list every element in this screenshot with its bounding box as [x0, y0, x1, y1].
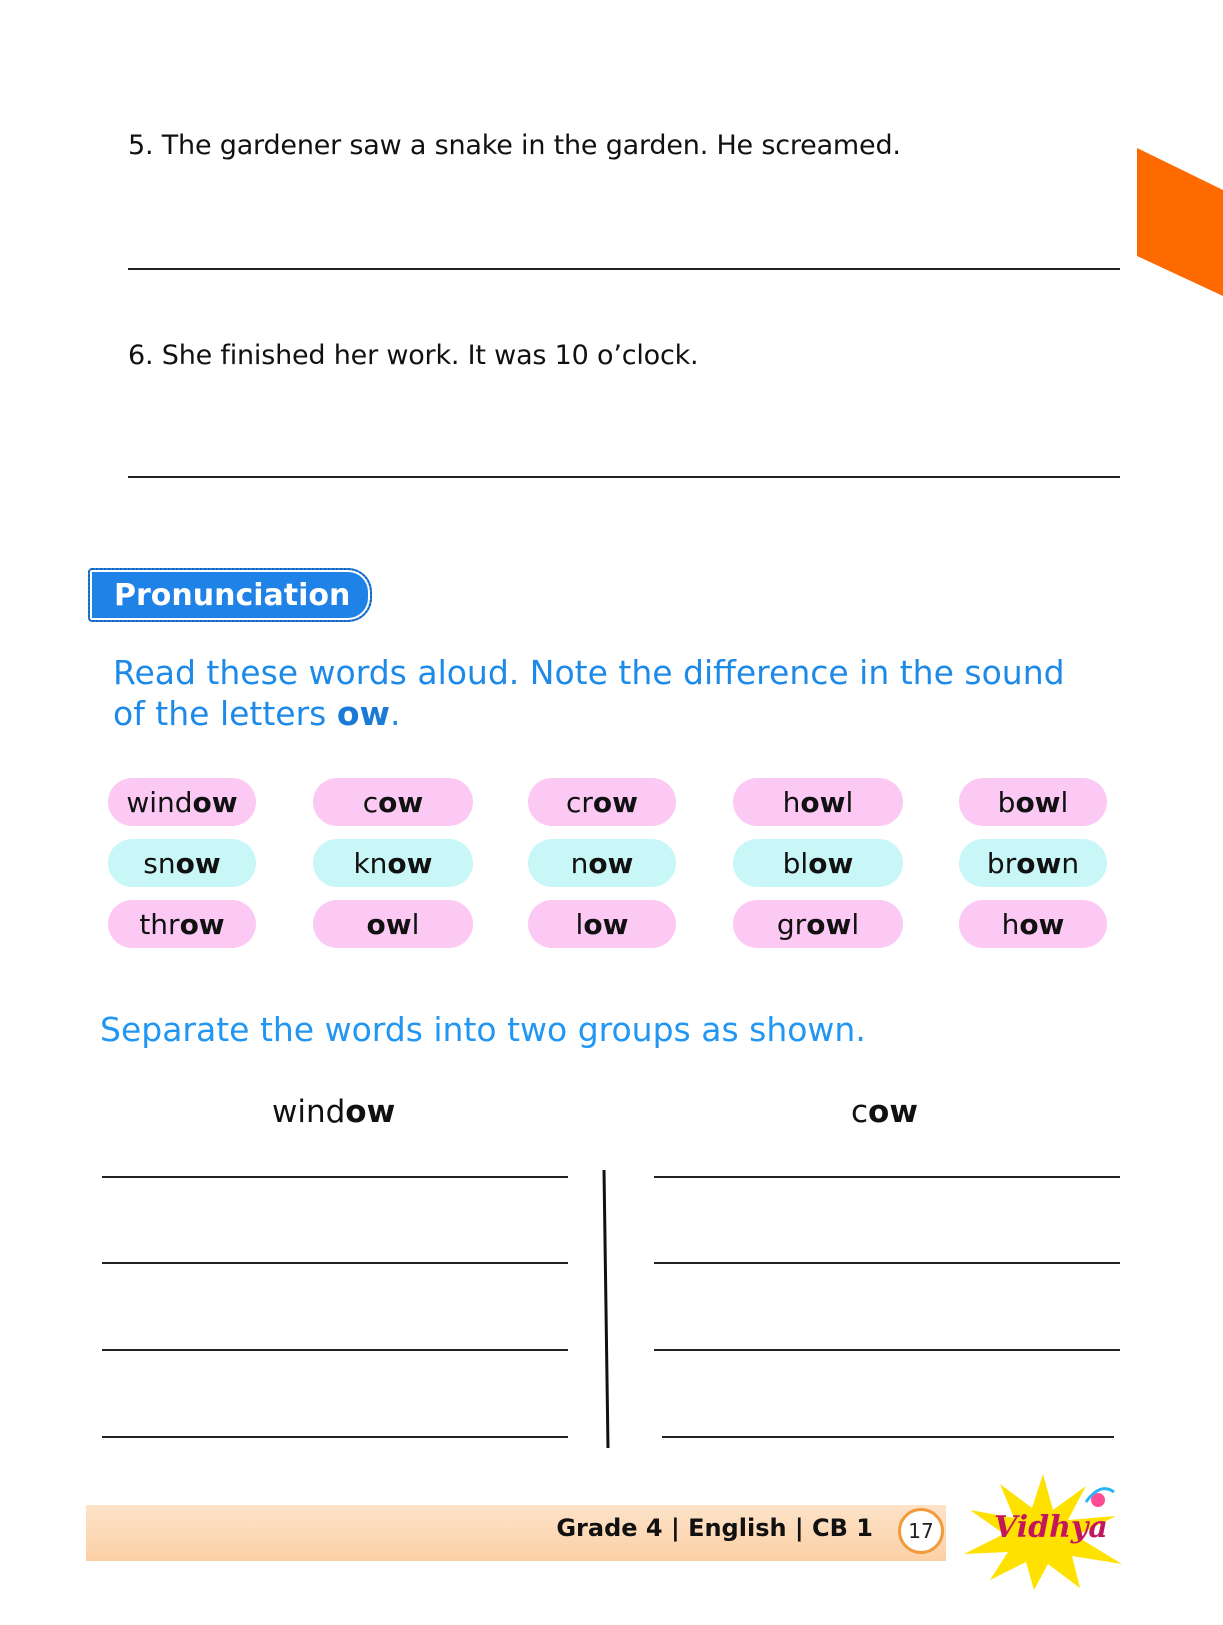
word-stem: cr [565, 785, 593, 819]
group-line-left-3[interactable] [102, 1349, 568, 1351]
word-pill [959, 900, 1107, 948]
word-stem: h [1001, 907, 1020, 941]
word-pill [313, 839, 473, 887]
word-tail: l [851, 907, 860, 941]
word-tail: n [1061, 846, 1080, 880]
word-stem: bl [782, 846, 809, 880]
word-ow: ow [808, 846, 854, 880]
footer-book-info: Grade 4 | English | CB 1 [556, 1514, 873, 1542]
word-ow: ow [583, 907, 629, 941]
question-6 [128, 340, 698, 371]
heading-ow: ow [345, 1094, 396, 1130]
answer-line-5[interactable] [128, 268, 1120, 270]
word-ow: ow [366, 907, 412, 941]
word-pill [959, 839, 1107, 887]
group-heading-window [272, 1094, 395, 1130]
question-text: She finished her work. It was 10 o’clock. [161, 340, 699, 371]
question-number: 6. [128, 340, 154, 371]
instruction-highlight: ow [336, 694, 391, 733]
question-number: 5. [128, 130, 154, 161]
word-pill [313, 778, 473, 826]
word-ow: ow [1015, 785, 1061, 819]
word-pill [733, 778, 903, 826]
word-stem: sn [143, 846, 176, 880]
column-divider [600, 1170, 612, 1448]
answer-line-6[interactable] [128, 476, 1120, 478]
word-pill [108, 778, 256, 826]
word-tail: l [1060, 785, 1069, 819]
group-line-right-2[interactable] [654, 1262, 1120, 1264]
word-pill [108, 900, 256, 948]
word-stem: thr [139, 907, 180, 941]
word-ow: ow [1016, 846, 1062, 880]
word-stem: n [570, 846, 589, 880]
group-heading-cow [851, 1094, 918, 1130]
word-stem: l [575, 907, 584, 941]
question-text: The gardener saw a snake in the garden. He screamed. [161, 130, 901, 161]
word-pill [108, 839, 256, 887]
instruction-separate: Separate the words into two groups as shown. [100, 1010, 866, 1049]
word-stem: wind [126, 785, 193, 819]
instruction-text: of the letters [113, 694, 337, 733]
heading-stem: c [851, 1094, 869, 1130]
question-5 [128, 130, 901, 161]
word-ow: ow [800, 785, 846, 819]
word-stem: c [362, 785, 379, 819]
word-stem: kn [353, 846, 388, 880]
word-pill [959, 778, 1107, 826]
brand-name: Vidhya [994, 1510, 1108, 1545]
group-line-right-3[interactable] [654, 1349, 1120, 1351]
word-pill [528, 900, 676, 948]
word-pill [733, 900, 903, 948]
word-ow: ow [806, 907, 852, 941]
group-line-left-1[interactable] [102, 1176, 568, 1178]
word-pill [528, 778, 676, 826]
word-stem: b [997, 785, 1016, 819]
word-tail: l [411, 907, 420, 941]
word-pill [528, 839, 676, 887]
page-corner-tab [1137, 148, 1223, 296]
section-badge [88, 568, 372, 622]
group-line-right-4[interactable] [662, 1436, 1114, 1438]
instruction-read-aloud [113, 652, 1065, 734]
word-ow: ow [387, 846, 433, 880]
word-ow: ow [588, 846, 634, 880]
word-ow: ow [592, 785, 638, 819]
word-pill [313, 900, 473, 948]
instruction-punctuation: . [390, 694, 401, 733]
word-stem: br [986, 846, 1017, 880]
heading-ow: ow [868, 1094, 918, 1130]
word-stem: gr [776, 907, 807, 941]
word-ow: ow [192, 785, 238, 819]
section-title: Pronunciation [114, 578, 351, 613]
word-ow: ow [378, 785, 424, 819]
instruction-line-1: Read these words aloud. Note the difference in the sound [113, 653, 1065, 692]
word-stem: h [782, 785, 801, 819]
word-ow: ow [179, 907, 225, 941]
group-line-right-1[interactable] [654, 1176, 1120, 1178]
group-line-left-4[interactable] [102, 1436, 568, 1438]
word-ow: ow [175, 846, 221, 880]
word-ow: ow [1019, 907, 1065, 941]
word-pill [733, 839, 903, 887]
instruction-line-2 [113, 693, 1065, 734]
page-number: 17 [898, 1508, 944, 1554]
heading-stem: wind [272, 1094, 346, 1130]
group-line-left-2[interactable] [102, 1262, 568, 1264]
word-tail: l [845, 785, 854, 819]
